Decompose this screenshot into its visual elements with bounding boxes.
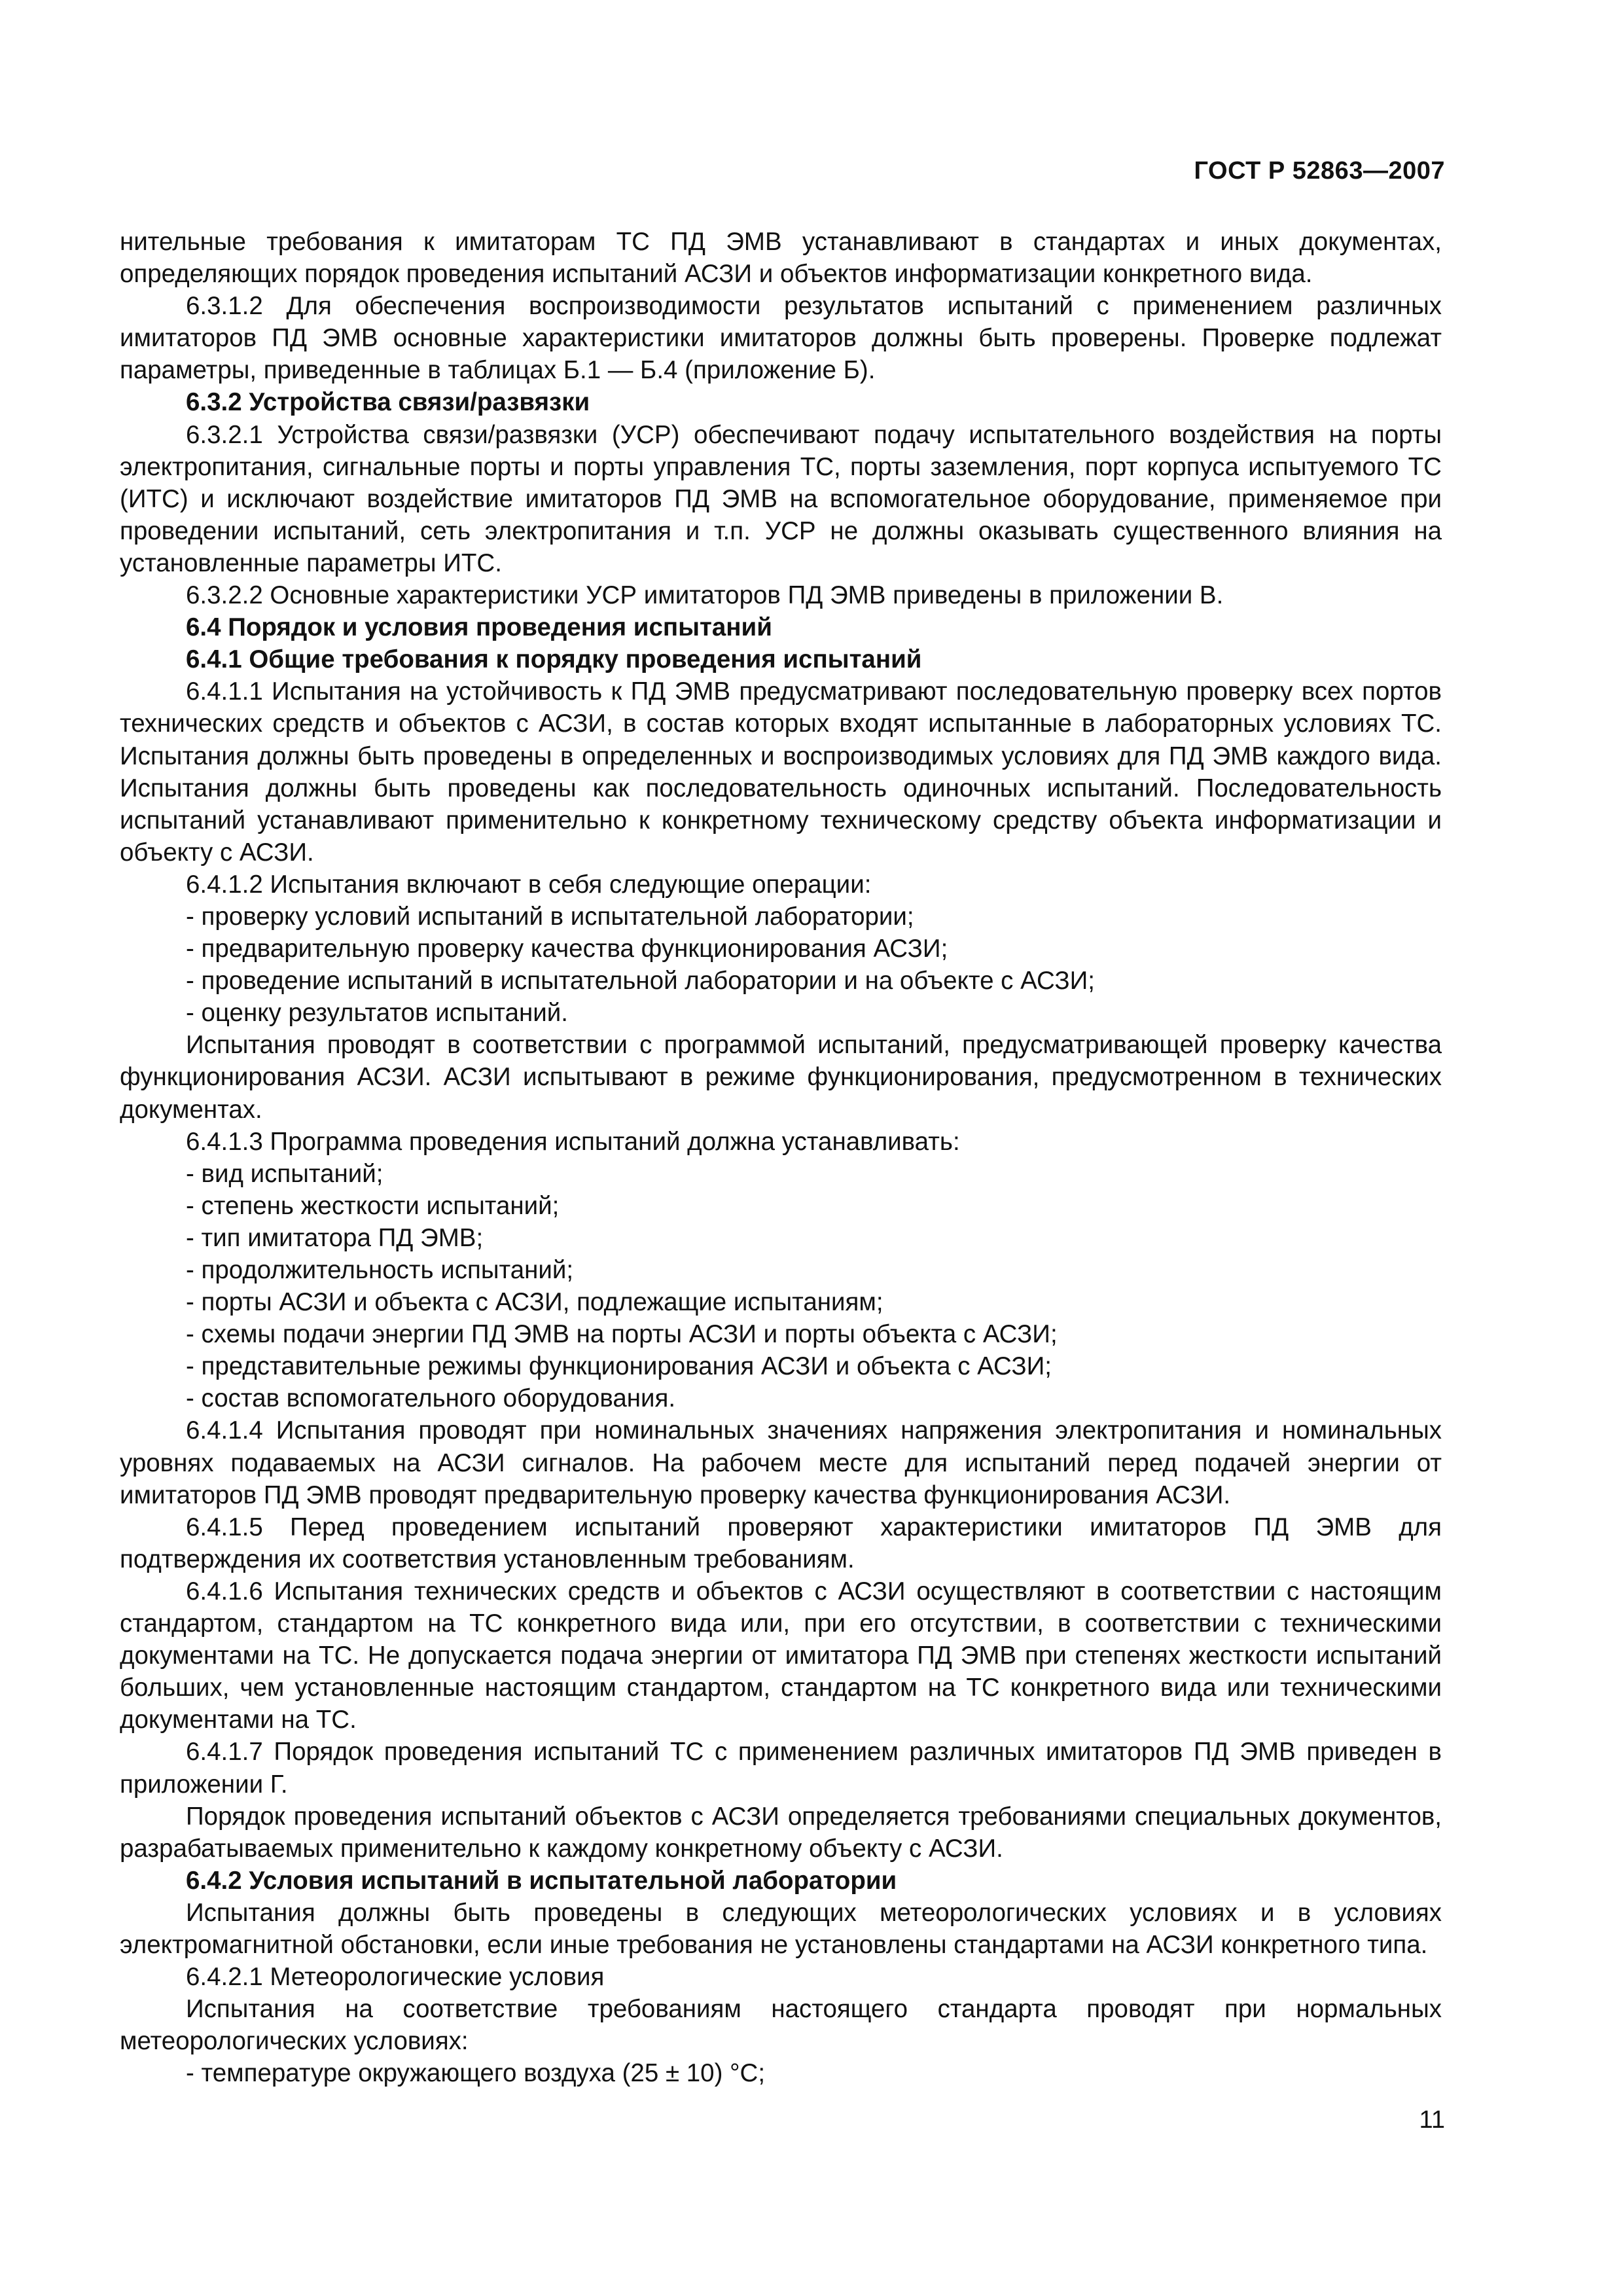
list-item: - вид испытаний; bbox=[186, 1159, 383, 1188]
list-item: - схемы подачи энергии ПД ЭМВ на порты АСЗИ и порты объекта с АСЗИ; bbox=[186, 1320, 1058, 1349]
section-heading-6-4-1: 6.4.1 Общие требования к порядку проведения испытаний bbox=[186, 645, 922, 674]
page-number: 11 bbox=[1419, 2106, 1445, 2134]
list-item: - состав вспомогательного оборудования. bbox=[186, 1384, 676, 1413]
paragraph-conditions: Испытания должны быть проведены в следующих метеорологических условиях и в условиях электромагнитной обстановки, если иные требования не установлены стандартами на АСЗИ конкретного типа. bbox=[120, 1898, 1442, 1959]
list-item: - представительные режимы функционирования АСЗИ и объекта с АСЗИ; bbox=[186, 1352, 1052, 1381]
list-item: - тип имитатора ПД ЭМВ; bbox=[186, 1223, 484, 1252]
section-heading-6-3-2: 6.3.2 Устройства связи/развязки bbox=[186, 388, 590, 417]
paragraph-object-tests: Порядок проведения испытаний объектов с АСЗИ определяется требованиями специальных документов, разрабатываемых применительно к каждому конкретному объекту с АСЗИ. bbox=[120, 1802, 1442, 1863]
paragraph-6-4-1-5: 6.4.1.5 Перед проведением испытаний проверяют характеристики имитаторов ПД ЭМВ для подтверждения их соответствия установленным требованиям. bbox=[120, 1513, 1442, 1573]
paragraph-meteo: Испытания на соответствие требованиям настоящего стандарта проводят при нормальных метеорологических условиях: bbox=[120, 1995, 1442, 2056]
list-item: - степень жесткости испытаний; bbox=[186, 1191, 560, 1220]
paragraph-6-4-1-2: 6.4.1.2 Испытания включают в себя следующие операции: bbox=[186, 870, 872, 899]
section-heading-6-4: 6.4 Порядок и условия проведения испытаний bbox=[186, 613, 772, 642]
paragraph-6-4-1-6: 6.4.1.6 Испытания технических средств и объектов с АСЗИ осуществляют в соответствии с настоящим стандартом, стандартом на ТС конкретного вида или, при его отсутствии, в соответствии с техническими документами на ТС. Не допускается подача энергии от имитатора ПД ЭМВ при степенях жесткости испытаний больших, чем установленные настоящим стандартом, стандартом на ТС конкретного вида или техническими документами на ТС. bbox=[120, 1577, 1442, 1734]
paragraph-6-4-1-4: 6.4.1.4 Испытания проводят при номинальных значениях напряжения электропитания и номинальных уровнях подаваемых на АСЗИ сигналов. На рабочем месте для испытаний перед подачей энергии от имитаторов ПД ЭМВ проводят предварительную проверку качества функционирования АСЗИ. bbox=[120, 1416, 1442, 1509]
paragraph-test-program: Испытания проводят в соответствии с программой испытаний, предусматривающей проверку качества функционирования АСЗИ. АСЗИ испытывают в режиме функционирования, предусмотренном в технических документах. bbox=[120, 1031, 1442, 1124]
list-item: - предварительную проверку качества функционирования АСЗИ; bbox=[186, 935, 948, 963]
list-item: - порты АСЗИ и объекта с АСЗИ, подлежащие испытаниям; bbox=[186, 1288, 883, 1317]
list-item: - продолжительность испытаний; bbox=[186, 1256, 574, 1284]
paragraph-6-3-1-2: 6.3.1.2 Для обеспечения воспроизводимости результатов испытаний с применением различных имитаторов ПД ЭМВ основные характеристики имитаторов должны быть проверены. Проверке подлежат параметры, приведенные в таблицах Б.1 — Б.4 (приложение Б). bbox=[120, 292, 1442, 385]
list-item: - проведение испытаний в испытательной лаборатории и на объекте с АСЗИ; bbox=[186, 967, 1095, 996]
document-code-header: ГОСТ Р 52863—2007 bbox=[1194, 157, 1445, 185]
paragraph-6-4-2-1: 6.4.2.1 Метеорологические условия bbox=[186, 1963, 605, 1992]
paragraph-6-3-2-2: 6.3.2.2 Основные характеристики УСР имитаторов ПД ЭМВ приведены в приложении В. bbox=[186, 581, 1224, 610]
document-body bbox=[120, 226, 1442, 2089]
paragraph-continuation: нительные требования к имитаторам ТС ПД ЭМВ устанавливают в стандартах и иных документах, определяющих порядок проведения испытаний АСЗИ и объектов информатизации конкретного вида. bbox=[120, 228, 1442, 289]
section-heading-6-4-2: 6.4.2 Условия испытаний в испытательной лаборатории bbox=[186, 1866, 897, 1895]
paragraph-6-4-1-1: 6.4.1.1 Испытания на устойчивость к ПД ЭМВ предусматривают последовательную проверку всех портов технических средств и объектов с АСЗИ, в состав которых входят испытанные в лабораторных условиях ТС. Испытания должны быть проведены в определенных и воспроизводимых условиях для ПД ЭМВ каждого вида. Испытания должны быть проведены как последовательность одиночных испытаний. Последовательность испытаний устанавливают применительно к конкретному техническому средству объекта информатизации и объекту с АСЗИ. bbox=[120, 677, 1442, 867]
paragraph-6-3-2-1: 6.3.2.1 Устройства связи/развязки (УСР) обеспечивают подачу испытательного воздействия на порты электропитания, сигнальные порты и порты управления ТС, порты заземления, порт корпуса испытуемого ТС (ИТС) и исключают воздействие имитаторов ПД ЭМВ на вспомогательное оборудование, применяемое при проведении испытаний, сеть электропитания и т.п. УСР не должны оказывать существенного влияния на установленные параметры ИТС. bbox=[120, 420, 1442, 577]
paragraph-6-4-1-3: 6.4.1.3 Программа проведения испытаний должна устанавливать: bbox=[186, 1127, 960, 1156]
list-item: - проверку условий испытаний в испытательной лаборатории; bbox=[186, 902, 914, 931]
list-item: - температуре окружающего воздуха (25 ± 10) °С; bbox=[186, 2059, 766, 2088]
list-item: - оценку результатов испытаний. bbox=[186, 999, 568, 1028]
paragraph-6-4-1-7: 6.4.1.7 Порядок проведения испытаний ТС с применением различных имитаторов ПД ЭМВ приведен в приложении Г. bbox=[120, 1738, 1442, 1799]
